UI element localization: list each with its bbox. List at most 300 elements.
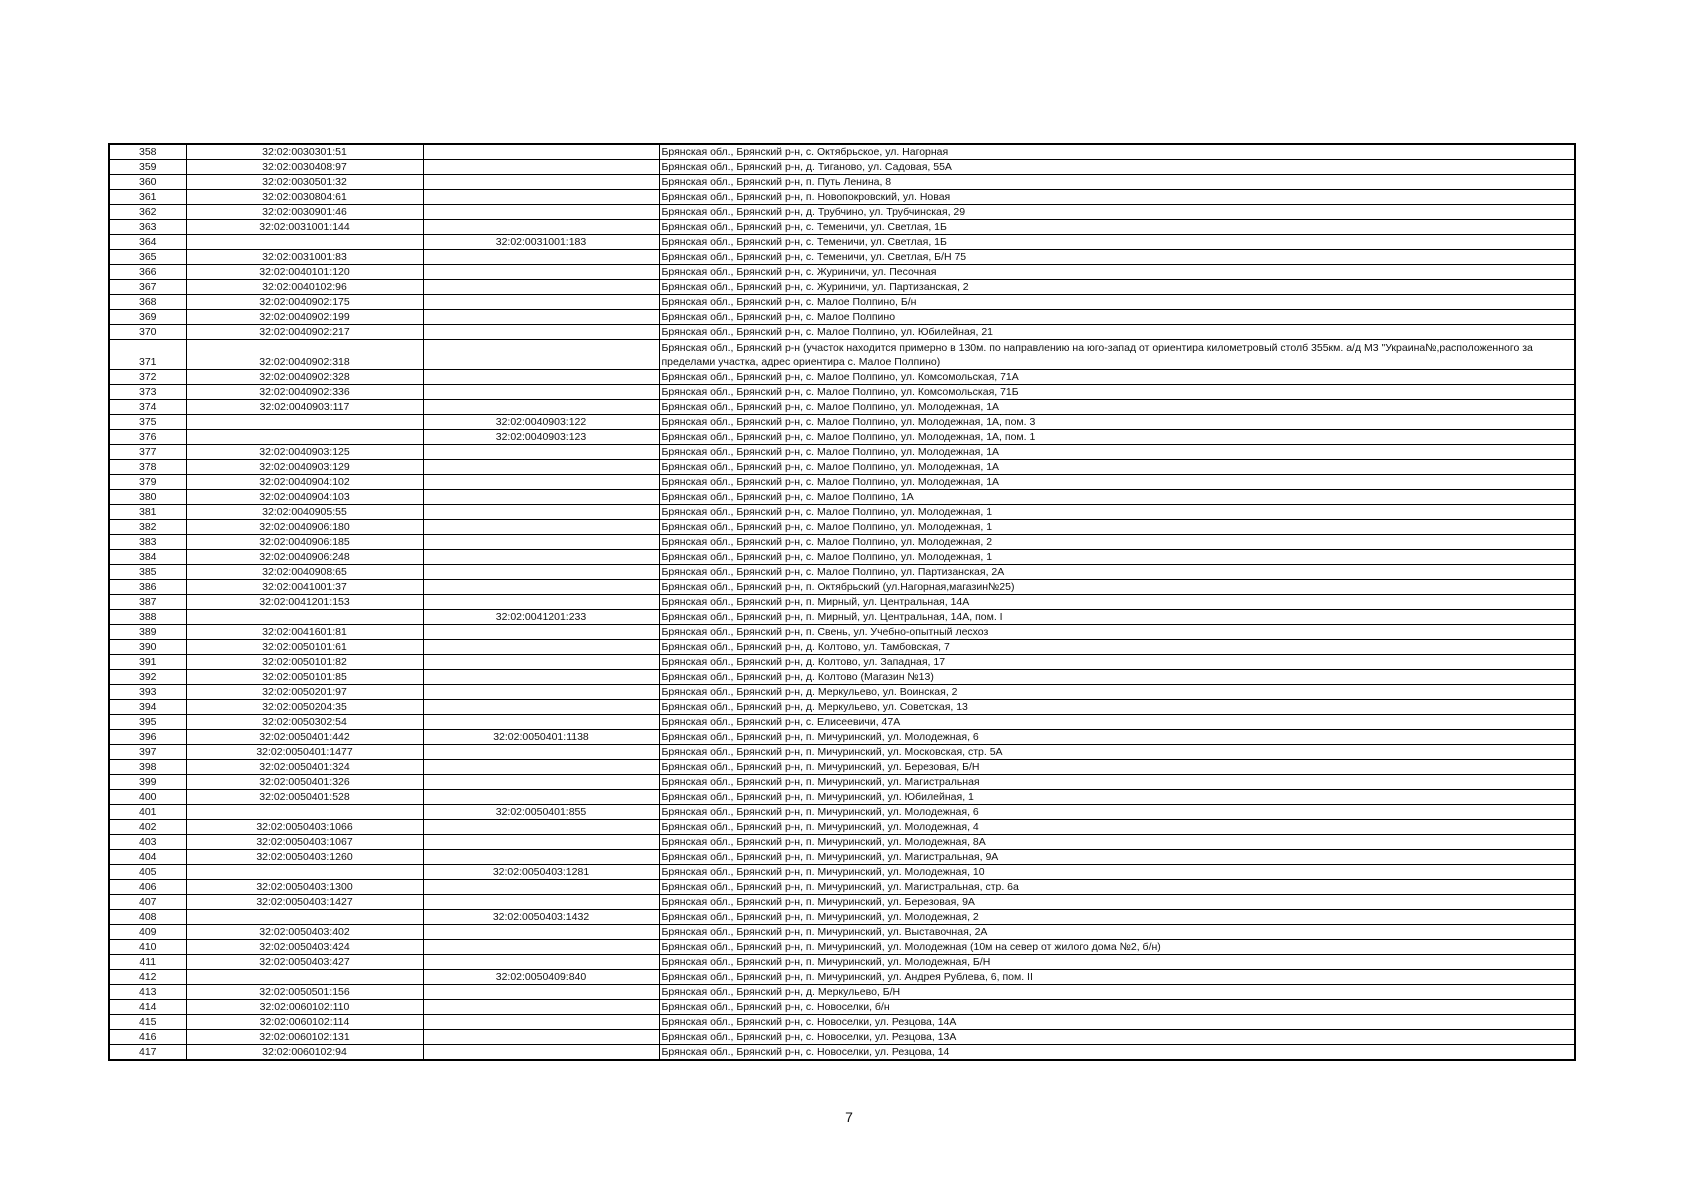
- row-number-cell: 361: [109, 190, 186, 205]
- table-row: [109, 280, 1575, 295]
- table-row: [109, 1045, 1575, 1061]
- related-cadastral-number-cell: [423, 460, 659, 475]
- table-row: [109, 160, 1575, 175]
- table-row: [109, 295, 1575, 310]
- address-cell: Брянская обл., Брянский р-н, д. Трубчино, ул. Трубчинская, 29: [659, 205, 1575, 220]
- address-cell: Брянская обл., Брянский р-н, п. Мичуринский, ул. Магистральная: [659, 775, 1575, 790]
- related-cadastral-number-cell: [423, 580, 659, 595]
- cadastral-number-cell: 32:02:0050101:85: [186, 670, 423, 685]
- related-cadastral-number-cell: [423, 490, 659, 505]
- address-cell: Брянская обл., Брянский р-н, с. Теменичи, ул. Светлая, 1Б: [659, 220, 1575, 235]
- table-row: [109, 385, 1575, 400]
- address-cell: Брянская обл., Брянский р-н, д. Колтово, ул. Тамбовская, 7: [659, 640, 1575, 655]
- cadastral-number-cell: 32:02:0050201:97: [186, 685, 423, 700]
- related-cadastral-number-cell: 32:02:0050409:840: [423, 970, 659, 985]
- related-cadastral-number-cell: [423, 400, 659, 415]
- address-cell: Брянская обл., Брянский р-н, с. Новоселки, ул. Резцова, 13А: [659, 1030, 1575, 1045]
- related-cadastral-number-cell: [423, 265, 659, 280]
- row-number-cell: 389: [109, 625, 186, 640]
- related-cadastral-number-cell: [423, 760, 659, 775]
- cadastral-number-cell: 32:02:0040906:180: [186, 520, 423, 535]
- table-row: [109, 1015, 1575, 1030]
- cadastral-number-cell: 32:02:0030901:46: [186, 205, 423, 220]
- address-cell: Брянская обл., Брянский р-н, п. Мичуринский, ул. Березовая, Б/Н: [659, 760, 1575, 775]
- cadastral-number-cell: 32:02:0050403:1067: [186, 835, 423, 850]
- related-cadastral-number-cell: [423, 1030, 659, 1045]
- related-cadastral-number-cell: [423, 955, 659, 970]
- row-number-cell: 396: [109, 730, 186, 745]
- cadastral-number-cell: 32:02:0050501:156: [186, 985, 423, 1000]
- row-number-cell: 411: [109, 955, 186, 970]
- row-number-cell: 393: [109, 685, 186, 700]
- address-cell: Брянская обл., Брянский р-н, с. Малое Полпино, ул. Комсомольская, 71А: [659, 370, 1575, 385]
- related-cadastral-number-cell: 32:02:0040903:123: [423, 430, 659, 445]
- address-cell: Брянская обл., Брянский р-н, с. Малое Полпино, ул. Молодежная, 1А: [659, 460, 1575, 475]
- row-number-cell: 409: [109, 925, 186, 940]
- row-number-cell: 401: [109, 805, 186, 820]
- row-number-cell: 380: [109, 490, 186, 505]
- row-number-cell: 412: [109, 970, 186, 985]
- related-cadastral-number-cell: [423, 445, 659, 460]
- address-cell: Брянская обл., Брянский р-н, с. Малое Полпино, ул. Молодежная, 1А: [659, 400, 1575, 415]
- table-row: [109, 775, 1575, 790]
- cadastral-number-cell: [186, 235, 423, 250]
- address-cell: Брянская обл., Брянский р-н, п. Мичуринский, ул. Молодежная, 8А: [659, 835, 1575, 850]
- cadastral-number-cell: 32:02:0040903:129: [186, 460, 423, 475]
- table-row: [109, 310, 1575, 325]
- table-row: [109, 340, 1575, 370]
- related-cadastral-number-cell: [423, 340, 659, 370]
- row-number-cell: 395: [109, 715, 186, 730]
- row-number-cell: 371: [109, 340, 186, 370]
- row-number-cell: 379: [109, 475, 186, 490]
- table-row: [109, 730, 1575, 745]
- table-row: [109, 835, 1575, 850]
- related-cadastral-number-cell: [423, 370, 659, 385]
- row-number-cell: 367: [109, 280, 186, 295]
- address-cell: Брянская обл., Брянский р-н (участок находится примерно в 130м. по направлению на юго-запад от ориентира километровый столб 355км. а/д М3 "Украина№,расположенного за пределами участка, адрес ориентира с. Малое Полпино): [659, 340, 1575, 370]
- table-row: [109, 865, 1575, 880]
- related-cadastral-number-cell: [423, 565, 659, 580]
- table-row: [109, 430, 1575, 445]
- table-row: [109, 595, 1575, 610]
- related-cadastral-number-cell: [423, 880, 659, 895]
- table-row: [109, 640, 1575, 655]
- related-cadastral-number-cell: [423, 925, 659, 940]
- cadastral-number-cell: 32:02:0060102:114: [186, 1015, 423, 1030]
- cadastral-number-cell: 32:02:0060102:94: [186, 1045, 423, 1061]
- row-number-cell: 372: [109, 370, 186, 385]
- table-row: [109, 505, 1575, 520]
- table-row: [109, 490, 1575, 505]
- table-row: [109, 535, 1575, 550]
- address-cell: Брянская обл., Брянский р-н, с. Малое Полпино, ул. Молодежная, 2: [659, 535, 1575, 550]
- table-row: [109, 220, 1575, 235]
- related-cadastral-number-cell: [423, 520, 659, 535]
- table-row: [109, 655, 1575, 670]
- related-cadastral-number-cell: [423, 775, 659, 790]
- related-cadastral-number-cell: [423, 685, 659, 700]
- table-row: [109, 580, 1575, 595]
- row-number-cell: 394: [109, 700, 186, 715]
- related-cadastral-number-cell: [423, 835, 659, 850]
- table-row: [109, 175, 1575, 190]
- table-row: [109, 445, 1575, 460]
- address-cell: Брянская обл., Брянский р-н, п. Свень, ул. Учебно-опытный лесхоз: [659, 625, 1575, 640]
- table-row: [109, 370, 1575, 385]
- row-number-cell: 365: [109, 250, 186, 265]
- related-cadastral-number-cell: [423, 1000, 659, 1015]
- table-row: [109, 790, 1575, 805]
- related-cadastral-number-cell: [423, 475, 659, 490]
- cadastral-number-cell: 32:02:0030501:32: [186, 175, 423, 190]
- address-cell: Брянская обл., Брянский р-н, п. Путь Ленина, 8: [659, 175, 1575, 190]
- row-number-cell: 370: [109, 325, 186, 340]
- row-number-cell: 404: [109, 850, 186, 865]
- row-number-cell: 373: [109, 385, 186, 400]
- address-cell: Брянская обл., Брянский р-н, с. Малое Полпино, ул. Комсомольская, 71Б: [659, 385, 1575, 400]
- cadastral-number-cell: 32:02:0040904:103: [186, 490, 423, 505]
- row-number-cell: 369: [109, 310, 186, 325]
- address-cell: Брянская обл., Брянский р-н, с. Малое Полпино, ул. Молодежная, 1: [659, 550, 1575, 565]
- cadastral-number-cell: 32:02:0050101:82: [186, 655, 423, 670]
- cadastral-number-cell: [186, 430, 423, 445]
- cadastral-number-cell: 32:02:0050401:1477: [186, 745, 423, 760]
- related-cadastral-number-cell: [423, 550, 659, 565]
- table-row: [109, 895, 1575, 910]
- related-cadastral-number-cell: [423, 595, 659, 610]
- page-number: 7: [845, 1109, 853, 1125]
- cadastral-number-cell: 32:02:0050403:1066: [186, 820, 423, 835]
- related-cadastral-number-cell: [423, 940, 659, 955]
- cadastral-number-cell: 32:02:0040902:199: [186, 310, 423, 325]
- table-row: [109, 565, 1575, 580]
- related-cadastral-number-cell: [423, 205, 659, 220]
- address-cell: Брянская обл., Брянский р-н, п. Мичуринский, ул. Андрея Рублева, 6, пом. II: [659, 970, 1575, 985]
- table-row: [109, 760, 1575, 775]
- address-cell: Брянская обл., Брянский р-н, п. Новопокровский, ул. Новая: [659, 190, 1575, 205]
- cadastral-number-cell: 32:02:0050204:35: [186, 700, 423, 715]
- cadastral-number-cell: 32:02:0040102:96: [186, 280, 423, 295]
- table-row: [109, 1000, 1575, 1015]
- cadastral-number-cell: 32:02:0030408:97: [186, 160, 423, 175]
- table-row: [109, 400, 1575, 415]
- cadastral-number-cell: 32:02:0040903:125: [186, 445, 423, 460]
- registry-table-body: [109, 144, 1575, 1060]
- address-cell: Брянская обл., Брянский р-н, с. Малое Полпино, Б/н: [659, 295, 1575, 310]
- row-number-cell: 387: [109, 595, 186, 610]
- table-row: [109, 1030, 1575, 1045]
- related-cadastral-number-cell: [423, 700, 659, 715]
- address-cell: Брянская обл., Брянский р-н, с. Малое Полпино, ул. Юбилейная, 21: [659, 325, 1575, 340]
- related-cadastral-number-cell: 32:02:0040903:122: [423, 415, 659, 430]
- address-cell: Брянская обл., Брянский р-н, д. Тиганово, ул. Садовая, 55А: [659, 160, 1575, 175]
- address-cell: Брянская обл., Брянский р-н, п. Мичуринский, ул. Магистральная, 9А: [659, 850, 1575, 865]
- cadastral-number-cell: 32:02:0050403:1300: [186, 880, 423, 895]
- row-number-cell: 405: [109, 865, 186, 880]
- address-cell: Брянская обл., Брянский р-н, с. Новоселки, б/н: [659, 1000, 1575, 1015]
- table-row: [109, 715, 1575, 730]
- row-number-cell: 363: [109, 220, 186, 235]
- address-cell: Брянская обл., Брянский р-н, п. Мичуринский, ул. Московская, стр. 5А: [659, 745, 1575, 760]
- cadastral-number-cell: 32:02:0030804:61: [186, 190, 423, 205]
- cadastral-number-cell: 32:02:0050403:1260: [186, 850, 423, 865]
- cadastral-number-cell: 32:02:0050101:61: [186, 640, 423, 655]
- table-row: [109, 700, 1575, 715]
- address-cell: Брянская обл., Брянский р-н, с. Малое Полпино, ул. Молодежная, 1А: [659, 475, 1575, 490]
- table-row: [109, 144, 1575, 160]
- related-cadastral-number-cell: 32:02:0050403:1281: [423, 865, 659, 880]
- address-cell: Брянская обл., Брянский р-н, д. Меркульево, Б/Н: [659, 985, 1575, 1000]
- cadastral-number-cell: [186, 610, 423, 625]
- table-row: [109, 235, 1575, 250]
- related-cadastral-number-cell: [423, 850, 659, 865]
- row-number-cell: 378: [109, 460, 186, 475]
- cadastral-number-cell: 32:02:0040902:175: [186, 295, 423, 310]
- table-row: [109, 985, 1575, 1000]
- address-cell: Брянская обл., Брянский р-н, с. Теменичи, ул. Светлая, 1Б: [659, 235, 1575, 250]
- address-cell: Брянская обл., Брянский р-н, с. Малое Полпино, ул. Молодежная, 1: [659, 520, 1575, 535]
- row-number-cell: 403: [109, 835, 186, 850]
- address-cell: Брянская обл., Брянский р-н, п. Мичуринский, ул. Выставочная, 2А: [659, 925, 1575, 940]
- related-cadastral-number-cell: [423, 190, 659, 205]
- related-cadastral-number-cell: 32:02:0041201:233: [423, 610, 659, 625]
- address-cell: Брянская обл., Брянский р-н, с. Малое Полпино, ул. Молодежная, 1А, пом. 3: [659, 415, 1575, 430]
- related-cadastral-number-cell: [423, 1015, 659, 1030]
- row-number-cell: 406: [109, 880, 186, 895]
- row-number-cell: 400: [109, 790, 186, 805]
- row-number-cell: 374: [109, 400, 186, 415]
- table-row: [109, 880, 1575, 895]
- table-row: [109, 190, 1575, 205]
- related-cadastral-number-cell: [423, 655, 659, 670]
- row-number-cell: 362: [109, 205, 186, 220]
- table-row: [109, 955, 1575, 970]
- cadastral-number-cell: [186, 865, 423, 880]
- table-row: [109, 685, 1575, 700]
- related-cadastral-number-cell: [423, 505, 659, 520]
- address-cell: Брянская обл., Брянский р-н, п. Мичуринский, ул. Молодежная, Б/Н: [659, 955, 1575, 970]
- address-cell: Брянская обл., Брянский р-н, д. Меркульево, ул. Советская, 13: [659, 700, 1575, 715]
- address-cell: Брянская обл., Брянский р-н, п. Мичуринский, ул. Молодежная, 10: [659, 865, 1575, 880]
- row-number-cell: 410: [109, 940, 186, 955]
- cadastral-number-cell: [186, 415, 423, 430]
- cadastral-number-cell: 32:02:0050401:442: [186, 730, 423, 745]
- related-cadastral-number-cell: [423, 310, 659, 325]
- cadastral-number-cell: [186, 970, 423, 985]
- address-cell: Брянская обл., Брянский р-н, п. Мичуринский, ул. Молодежная (10м на север от жилого дома №2, б/н): [659, 940, 1575, 955]
- cadastral-number-cell: 32:02:0050401:324: [186, 760, 423, 775]
- related-cadastral-number-cell: 32:02:0050401:855: [423, 805, 659, 820]
- cadastral-number-cell: 32:02:0040902:328: [186, 370, 423, 385]
- cadastral-number-cell: 32:02:0031001:83: [186, 250, 423, 265]
- related-cadastral-number-cell: [423, 640, 659, 655]
- address-cell: Брянская обл., Брянский р-н, п. Мичуринский, ул. Молодежная, 6: [659, 805, 1575, 820]
- table-row: [109, 250, 1575, 265]
- row-number-cell: 415: [109, 1015, 186, 1030]
- row-number-cell: 392: [109, 670, 186, 685]
- table-row: [109, 550, 1575, 565]
- address-cell: Брянская обл., Брянский р-н, с. Малое Полпино, 1А: [659, 490, 1575, 505]
- table-row: [109, 520, 1575, 535]
- row-number-cell: 382: [109, 520, 186, 535]
- address-cell: Брянская обл., Брянский р-н, п. Мирный, ул. Центральная, 14А: [659, 595, 1575, 610]
- table-row: [109, 925, 1575, 940]
- address-cell: Брянская обл., Брянский р-н, с. Журиничи, ул. Песочная: [659, 265, 1575, 280]
- table-row: [109, 475, 1575, 490]
- cadastral-number-cell: 32:02:0060102:131: [186, 1030, 423, 1045]
- table-row: [109, 415, 1575, 430]
- row-number-cell: 364: [109, 235, 186, 250]
- row-number-cell: 408: [109, 910, 186, 925]
- address-cell: Брянская обл., Брянский р-н, п. Октябрьский (ул.Нагорная,магазин№25): [659, 580, 1575, 595]
- address-cell: Брянская обл., Брянский р-н, п. Мичуринский, ул. Магистральная, стр. 6а: [659, 880, 1575, 895]
- cadastral-number-cell: 32:02:0040905:55: [186, 505, 423, 520]
- address-cell: Брянская обл., Брянский р-н, п. Мирный, ул. Центральная, 14А, пом. I: [659, 610, 1575, 625]
- related-cadastral-number-cell: [423, 1045, 659, 1061]
- address-cell: Брянская обл., Брянский р-н, п. Мичуринский, ул. Березовая, 9А: [659, 895, 1575, 910]
- row-number-cell: 383: [109, 535, 186, 550]
- row-number-cell: 359: [109, 160, 186, 175]
- row-number-cell: 407: [109, 895, 186, 910]
- row-number-cell: 376: [109, 430, 186, 445]
- address-cell: Брянская обл., Брянский р-н, с. Новоселки, ул. Резцова, 14А: [659, 1015, 1575, 1030]
- related-cadastral-number-cell: [423, 790, 659, 805]
- row-number-cell: 377: [109, 445, 186, 460]
- cadastral-number-cell: 32:02:0040903:117: [186, 400, 423, 415]
- row-number-cell: 358: [109, 144, 186, 160]
- address-cell: Брянская обл., Брянский р-н, с. Малое Полпино, ул. Молодежная, 1: [659, 505, 1575, 520]
- related-cadastral-number-cell: [423, 175, 659, 190]
- cadastral-number-cell: 32:02:0040902:336: [186, 385, 423, 400]
- cadastral-number-cell: 32:02:0041201:153: [186, 595, 423, 610]
- row-number-cell: 375: [109, 415, 186, 430]
- cadastral-number-cell: 32:02:0040906:185: [186, 535, 423, 550]
- address-cell: Брянская обл., Брянский р-н, с. Малое Полпино, ул. Молодежная, 1А: [659, 445, 1575, 460]
- address-cell: Брянская обл., Брянский р-н, с. Малое Полпино: [659, 310, 1575, 325]
- row-number-cell: 366: [109, 265, 186, 280]
- table-row: [109, 745, 1575, 760]
- table-row: [109, 940, 1575, 955]
- related-cadastral-number-cell: [423, 295, 659, 310]
- cadastral-number-cell: 32:02:0050403:1427: [186, 895, 423, 910]
- cadastral-number-cell: 32:02:0040904:102: [186, 475, 423, 490]
- address-cell: Брянская обл., Брянский р-н, с. Малое Полпино, ул. Партизанская, 2А: [659, 565, 1575, 580]
- related-cadastral-number-cell: [423, 895, 659, 910]
- row-number-cell: 398: [109, 760, 186, 775]
- row-number-cell: 384: [109, 550, 186, 565]
- related-cadastral-number-cell: [423, 625, 659, 640]
- cadastral-number-cell: 32:02:0040101:120: [186, 265, 423, 280]
- table-row: [109, 460, 1575, 475]
- related-cadastral-number-cell: [423, 385, 659, 400]
- row-number-cell: 360: [109, 175, 186, 190]
- row-number-cell: 414: [109, 1000, 186, 1015]
- row-number-cell: 390: [109, 640, 186, 655]
- table-row: [109, 970, 1575, 985]
- related-cadastral-number-cell: [423, 220, 659, 235]
- address-cell: Брянская обл., Брянский р-н, п. Мичуринский, ул. Молодежная, 2: [659, 910, 1575, 925]
- row-number-cell: 397: [109, 745, 186, 760]
- row-number-cell: 388: [109, 610, 186, 625]
- cadastral-number-cell: 32:02:0040908:65: [186, 565, 423, 580]
- cadastral-number-cell: 32:02:0031001:144: [186, 220, 423, 235]
- related-cadastral-number-cell: [423, 535, 659, 550]
- address-cell: Брянская обл., Брянский р-н, п. Мичуринский, ул. Молодежная, 4: [659, 820, 1575, 835]
- address-cell: Брянская обл., Брянский р-н, д. Колтово, ул. Западная, 17: [659, 655, 1575, 670]
- address-cell: Брянская обл., Брянский р-н, д. Меркульево, ул. Воинская, 2: [659, 685, 1575, 700]
- row-number-cell: 417: [109, 1045, 186, 1061]
- table-row: [109, 820, 1575, 835]
- table-row: [109, 325, 1575, 340]
- row-number-cell: 402: [109, 820, 186, 835]
- address-cell: Брянская обл., Брянский р-н, д. Колтово (Магазин №13): [659, 670, 1575, 685]
- cadastral-number-cell: 32:02:0050403:402: [186, 925, 423, 940]
- related-cadastral-number-cell: [423, 670, 659, 685]
- cadastral-number-cell: 32:02:0050403:424: [186, 940, 423, 955]
- related-cadastral-number-cell: 32:02:0050403:1432: [423, 910, 659, 925]
- table-row: [109, 910, 1575, 925]
- cadastral-number-cell: 32:02:0050302:54: [186, 715, 423, 730]
- row-number-cell: 399: [109, 775, 186, 790]
- table-row: [109, 805, 1575, 820]
- related-cadastral-number-cell: [423, 144, 659, 160]
- row-number-cell: 391: [109, 655, 186, 670]
- address-cell: Брянская обл., Брянский р-н, с. Елисеевичи, 47А: [659, 715, 1575, 730]
- related-cadastral-number-cell: [423, 715, 659, 730]
- address-cell: Брянская обл., Брянский р-н, п. Мичуринский, ул. Молодежная, 6: [659, 730, 1575, 745]
- cadastral-number-cell: 32:02:0040906:248: [186, 550, 423, 565]
- related-cadastral-number-cell: [423, 250, 659, 265]
- related-cadastral-number-cell: [423, 160, 659, 175]
- cadastral-number-cell: [186, 910, 423, 925]
- row-number-cell: 416: [109, 1030, 186, 1045]
- row-number-cell: 381: [109, 505, 186, 520]
- table-row: [109, 850, 1575, 865]
- cadastral-number-cell: [186, 805, 423, 820]
- table-row: [109, 610, 1575, 625]
- cadastral-number-cell: 32:02:0050403:427: [186, 955, 423, 970]
- address-cell: Брянская обл., Брянский р-н, с. Малое Полпино, ул. Молодежная, 1А, пом. 1: [659, 430, 1575, 445]
- related-cadastral-number-cell: [423, 985, 659, 1000]
- row-number-cell: 386: [109, 580, 186, 595]
- row-number-cell: 385: [109, 565, 186, 580]
- row-number-cell: 368: [109, 295, 186, 310]
- cadastral-number-cell: 32:02:0040902:217: [186, 325, 423, 340]
- cadastral-number-cell: 32:02:0060102:110: [186, 1000, 423, 1015]
- cadastral-number-cell: 32:02:0050401:326: [186, 775, 423, 790]
- cadastral-number-cell: 32:02:0050401:528: [186, 790, 423, 805]
- cadastral-number-cell: 32:02:0041601:81: [186, 625, 423, 640]
- table-row: [109, 265, 1575, 280]
- address-cell: Брянская обл., Брянский р-н, с. Новоселки, ул. Резцова, 14: [659, 1045, 1575, 1061]
- table-row: [109, 625, 1575, 640]
- address-cell: Брянская обл., Брянский р-н, с. Теменичи, ул. Светлая, Б/Н 75: [659, 250, 1575, 265]
- address-cell: Брянская обл., Брянский р-н, п. Мичуринский, ул. Юбилейная, 1: [659, 790, 1575, 805]
- cadastral-number-cell: 32:02:0040902:318: [186, 340, 423, 370]
- related-cadastral-number-cell: [423, 745, 659, 760]
- row-number-cell: 413: [109, 985, 186, 1000]
- table-row: [109, 670, 1575, 685]
- related-cadastral-number-cell: [423, 280, 659, 295]
- address-cell: Брянская обл., Брянский р-н, с. Октябрьское, ул. Нагорная: [659, 144, 1575, 160]
- table-row: [109, 205, 1575, 220]
- cadastral-number-cell: 32:02:0030301:51: [186, 144, 423, 160]
- related-cadastral-number-cell: 32:02:0031001:183: [423, 235, 659, 250]
- related-cadastral-number-cell: [423, 820, 659, 835]
- related-cadastral-number-cell: [423, 325, 659, 340]
- related-cadastral-number-cell: 32:02:0050401:1138: [423, 730, 659, 745]
